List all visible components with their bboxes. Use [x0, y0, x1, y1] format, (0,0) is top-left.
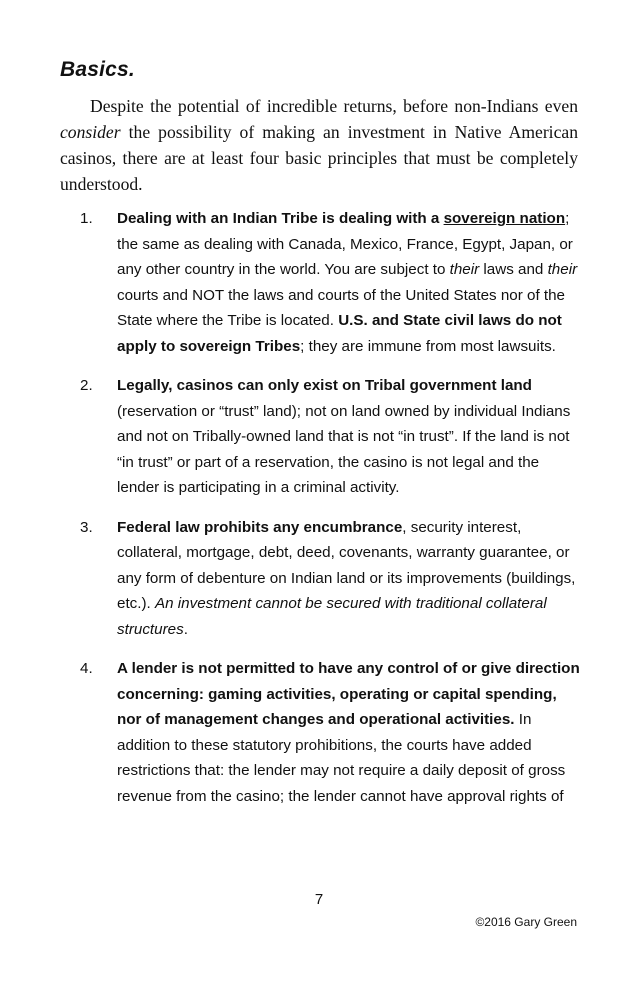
item-1-underlined-term: sovereign nation — [443, 210, 566, 227]
item-1-bold-statement: U.S. and State civil laws do not apply to sovereign Tribes — [117, 312, 562, 355]
item-4-text: In addition to these statutory prohibitions, the courts have added restrictions that: the lender may not require a daily deposit of gross revenue from the casino; the lender cannot have approval rights of — [117, 711, 566, 805]
page-number: 7 — [314, 891, 324, 908]
item-1-text-3: courts and NOT the laws and courts of the United States nor of the State where the Tribe is located. — [117, 286, 565, 329]
item-3-end: . — [183, 620, 188, 638]
item-2-bold-lead: Legally, casinos can only exist on Tribal government land — [117, 377, 532, 394]
item-1-text-1: ; the same as dealing with Canada, Mexico, France, Egypt, Japan, or any other country in the world. You are subject to — [117, 210, 573, 278]
item-1-emphasis-2: their — [547, 261, 578, 278]
intro-text-1: Despite the potential of incredible returns, before non-Indians even — [90, 96, 578, 116]
item-3-bold-lead: Federal law prohibits any encumbrance — [117, 518, 403, 536]
item-1-bold-lead: Dealing with an Indian Tribe is dealing with a — [117, 210, 444, 227]
item-3-text: , security interest, collateral, mortgage, debt, deed, covenants, warranty guarantee, or any form of debenture on Indian land or its improvements (buildings, etc.). — [117, 518, 576, 612]
list-number: 2. — [80, 377, 93, 394]
intro-paragraph — [60, 93, 578, 197]
list-item-1 — [80, 206, 580, 359]
item-2-text: (reservation or “trust” land); not on land owned by individual Indians and not on Tribally-owned land that is not “in trust”. If the land is not “in trust” or part of a reservation, the casino is not legal and the lender is participating in a criminal activity. — [117, 402, 571, 496]
intro-text-2: the possibility of making an investment in Native American casinos, there are at least four basic principles that must be completely understood. — [60, 122, 578, 194]
item-3-emphasis: An investment cannot be secured with traditional collateral structures — [117, 595, 547, 638]
intro-emphasis: consider — [60, 122, 121, 142]
item-1-text-4: ; they are immune from most lawsuits. — [300, 337, 556, 355]
section-heading: Basics. — [60, 58, 135, 81]
list-number: 1. — [80, 210, 93, 227]
list-number: 4. — [80, 660, 93, 677]
item-4-bold-lead: A lender is not permitted to have any control of or give direction concerning: gaming activities, operating or capital spending, nor of management changes and operational activities. — [117, 660, 580, 728]
item-1-text-2: laws and — [479, 261, 548, 278]
copyright-notice: ©2016 Gary Green — [475, 915, 577, 929]
list-number: 3. — [80, 518, 93, 536]
list-item-2 — [80, 373, 580, 501]
item-1-emphasis-1: their — [449, 261, 480, 278]
principles-list — [80, 206, 580, 823]
list-item-4 — [80, 656, 580, 809]
list-item-3 — [80, 515, 580, 643]
